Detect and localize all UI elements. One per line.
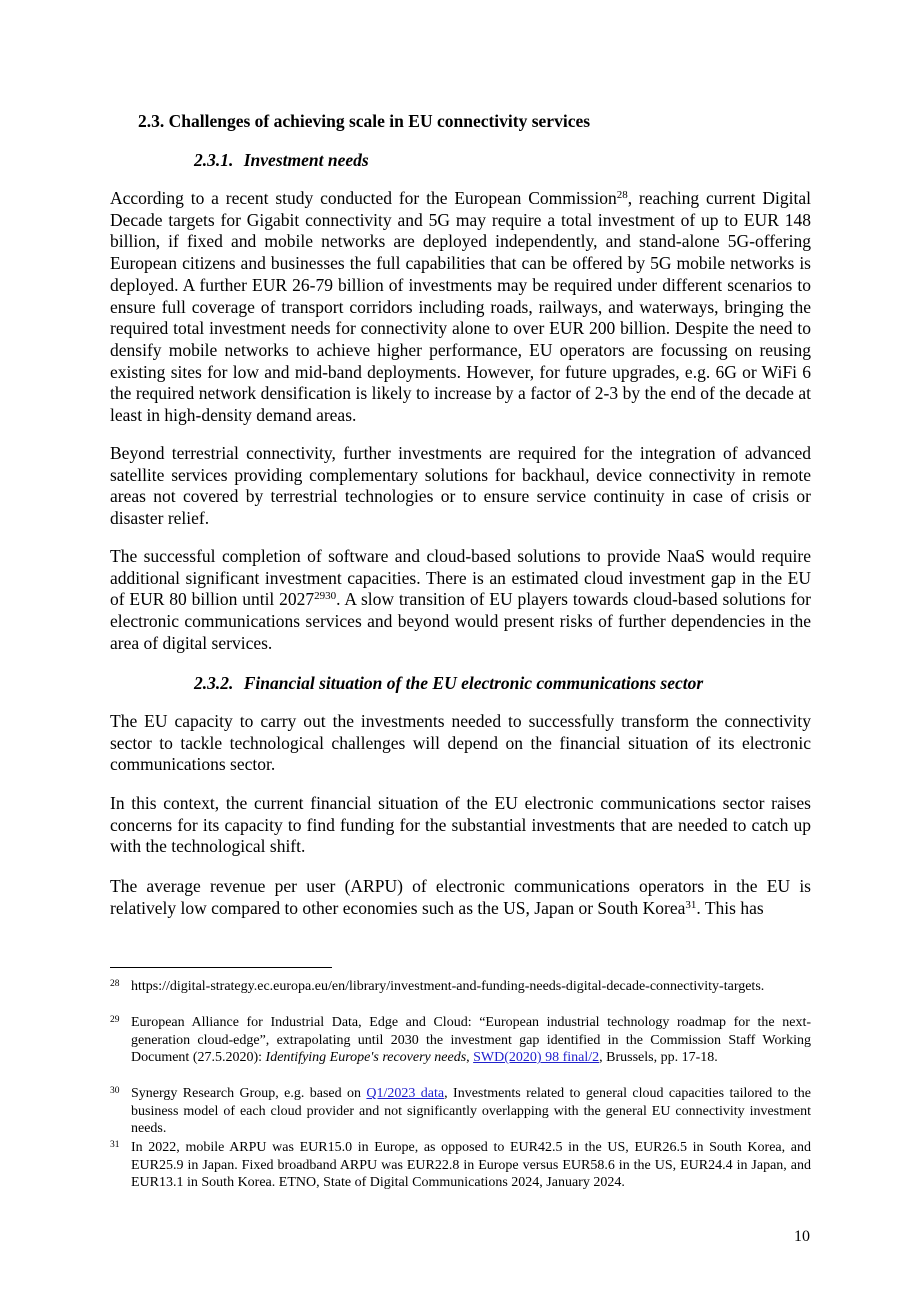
section-number: 2.3. [138,111,165,131]
page-number: 10 [794,1228,810,1245]
footnote-number: 29 [110,1015,120,1025]
paragraph-arpu: The average revenue per user (ARPU) of electronic communications operators in the EU is relatively low compared to other economies such as the US, Japan or South Korea$^{31}$. This has [110,876,811,918]
subsection-title: Financial situation of the EU electronic communications sector [243,673,704,693]
subsection-heading-financial [194,673,703,694]
footnote-28 [110,978,811,996]
paragraph-financial-context: In this context, the current financial situation of the EU electronic communications sector raises concerns for its capacity to find funding for the substantial investments that are needed to catch up with the technological shift. [110,793,811,857]
footnote-text: Synergy Research Group, e.g. based on Q1/2023 data, Investments related to general cloud capacities tailored to the business model of each cloud provider and not significantly overlapping with the general EU connectivity investment needs. [131,1086,812,1137]
subsection-number: 2.3.2. [194,673,234,693]
footnote-text: European Alliance for Industrial Data, Edge and Cloud: “European industrial technology roadmap for the next-generation cloud-edge”, extrapolating until 2030 the investment gap identified in the Commission Staff Working Document (27.5.2020): Identifying Europe's recovery needs, SWD(2020) 98 final/2, Brussels, pp. 17-18. [131,1015,811,1066]
subsection-title: Investment needs [243,150,369,170]
footnote-number: 31 [110,1140,120,1150]
footnote-ref: 2930 [314,590,337,603]
footnote-text: In 2022, mobile ARPU was EUR15.0 in Europe, as opposed to EUR42.5 in the US, EUR26.5 in South Korea, and EUR25.9 in Japan. Fixed broadband ARPU was EUR22.8 in Europe versus EUR58.6 in the US, EUR24.4 in Japan, and EUR13.1 in South Korea. ETNO, State of Digital Communications 2024, January 2024. [131,1140,811,1191]
subsection-heading-investment [194,150,369,171]
section-heading [138,111,590,132]
subsection-number: 2.3.1. [194,150,234,170]
footnote-text: https://digital-strategy.ec.europa.eu/en/library/investment-and-funding-needs-digital-decade-connectivity-targets. [131,979,765,994]
footnote-number: 28 [110,979,120,989]
paragraph-cloud-investment: The successful completion of software and cloud-based solutions to provide NaaS would require additional significant investment capacities. There is an estimated cloud investment gap in the EU of EUR 80 billion until $2027^{2930}$. A slow transition of EU players towards cloud-based solutions for electronic communications services and beyond would present risks of further dependencies in the area of digital services. [110,546,811,653]
swd-link[interactable]: SWD(2020) 98 final/2 [473,1050,600,1066]
footnote-29 [110,1014,811,1067]
footnote-ref: 28 [616,189,628,201]
footnote-31 [110,1139,811,1192]
footnote-30 [110,1085,811,1138]
paragraph-investment-study: According to a recent study conducted for the European Commission$^{28}$, reaching current Digital Decade targets for Gigabit connectivity and 5G may require a total investment of up to EUR 148 billion, if fixed and mobile networks are deployed independently, and stand-alone 5G-offering European citizens and businesses the full capabilities that can be offered by 5G mobile networks is deployed. A further EUR 26-79 billion of investments may be required under different scenarios to ensure full coverage of transport corridors including roads, railways, and waterways, bringing the required total investment needs for connectivity alone to over EUR 200 billion. Despite the need to densify mobile networks to achieve higher performance, EU operators are focussing on reusing existing sites for low and mid-band deployments. However, for future upgrades, e.g. 6G or WiFi 6 the required network densification is likely to increase by a factor of 2-3 by the end of the decade at least in high-density demand areas. [110,188,811,426]
section-title: Challenges of achieving scale in EU connectivity services [168,111,591,131]
q1-2023-data-link[interactable]: Q1/2023 data [366,1086,445,1101]
footnote-number: 30 [110,1086,120,1096]
paragraph-eu-capacity: The EU capacity to carry out the investments needed to successfully transform the connectivity sector to tackle technological challenges will depend on the financial situation of its electronic communications sector. [110,711,811,775]
paragraph-satellite: Beyond terrestrial connectivity, further investments are required for the integration of advanced satellite services providing complementary solutions for backhaul, device connectivity in remote areas not covered by terrestrial technologies or to ensure service continuity in case of crisis or disaster relief. [110,443,811,529]
footnote-ref: 31 [685,898,697,911]
footnote-separator [110,967,332,968]
